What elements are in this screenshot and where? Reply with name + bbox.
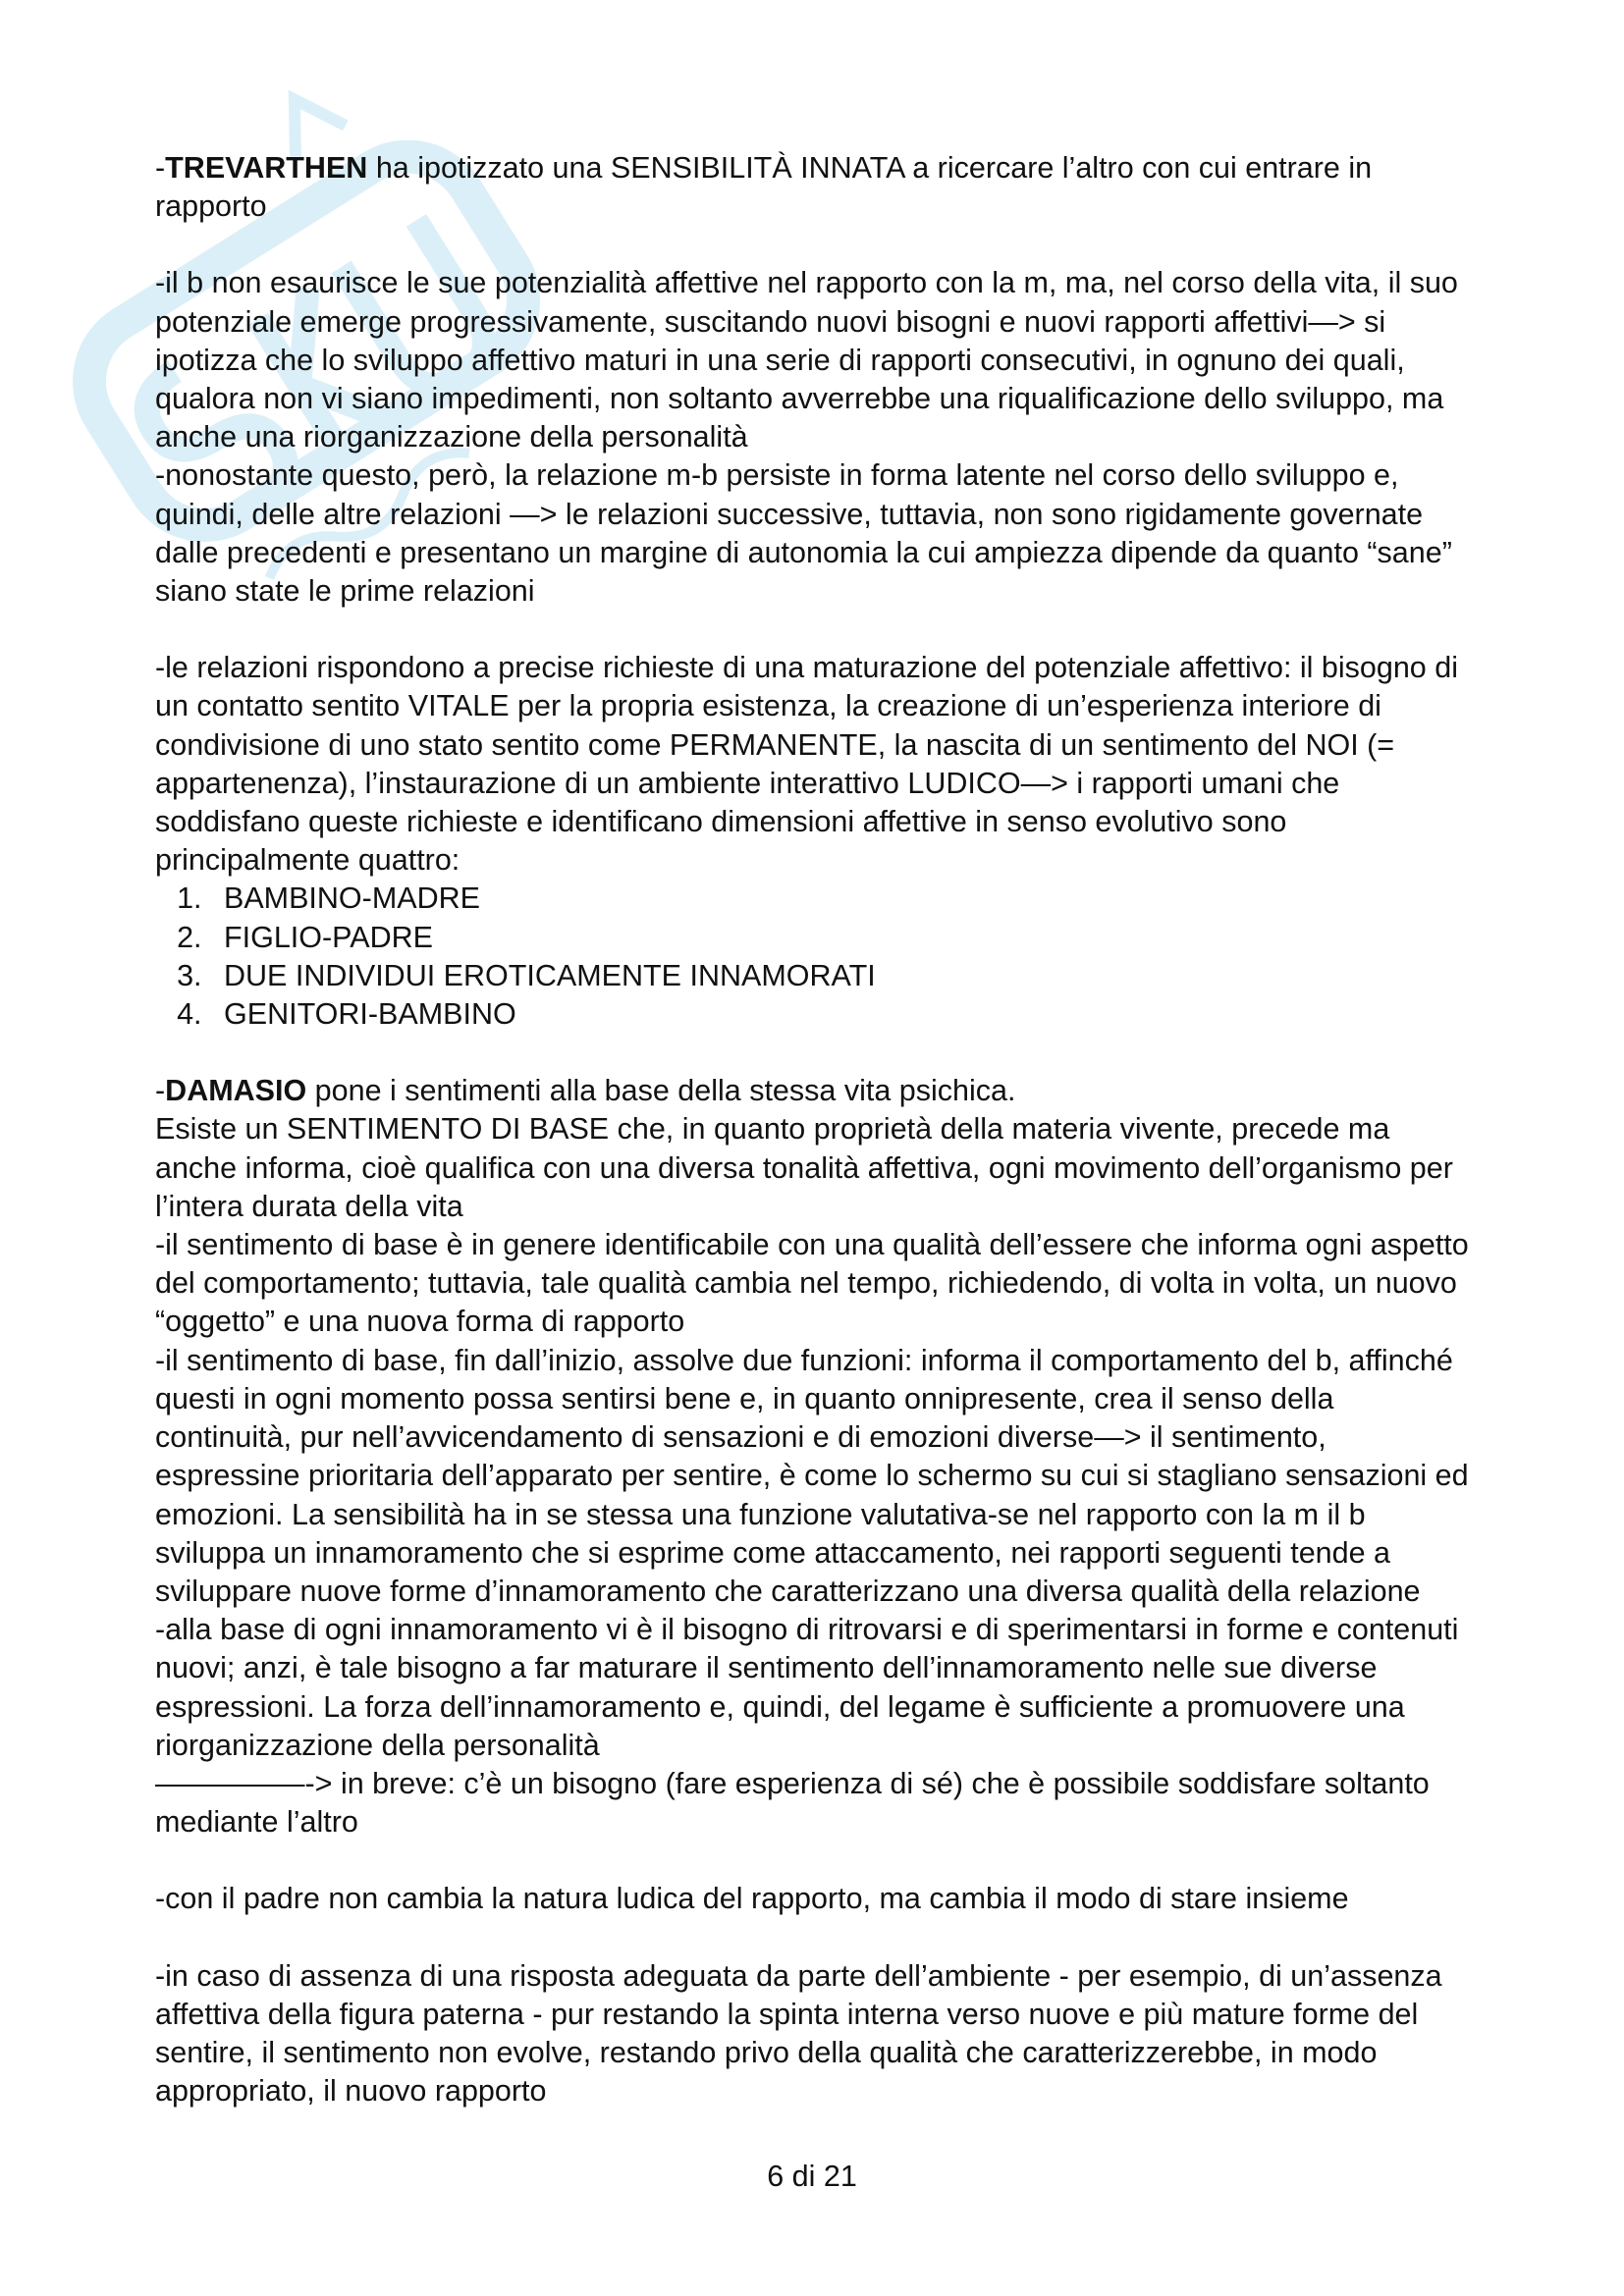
list-item: 3. DUE INDIVIDUI EROTICAMENTE INNAMORATI — [210, 957, 1471, 995]
paragraph: -il b non esaurisce le sue potenzialità affettive nel rapporto con la m, ma, nel corso della vita, il suo potenziale emerge progressivamente, suscitando nuovi bisogni e nuovi rapporti affettivi—> si ipotizza che lo sviluppo affettivo maturi in una serie di rapporti consecutivi, in ognuno dei quali, qualora non vi siano impedimenti, non soltanto avverrebbe una riqualificazione dello sviluppo, ma anche una riorganizzazione della personalità — [155, 266, 1458, 454]
paragraph: -le relazioni rispondono a precise richieste di una maturazione del potenziale affettivo: il bisogno di un contatto sentito VITALE per la propria esistenza, la creazione di un’esperienza interiore di condivisione di uno stato sentito come PERMANENTE, la nascita di un sentimento del NOI (= appartenenza), l’instaurazione di un ambiente interattivo LUDICO—> i rapporti umani che soddisfano queste richieste e identificano dimensioni affettive in senso evolutivo sono principalmente quattro: — [155, 651, 1458, 878]
paragraph: -in caso di assenza di una risposta adeguata da parte dell’ambiente - per esempio, di un’assenza affettiva della figura paterna - pur restando la spinta interna verso nuove e più mature forme del sentire, il sentimento non evolve, restando privo della qualità che caratterizzerebbe, in modo appropriato, il nuovo rapporto — [155, 1958, 1442, 2109]
paragraph: -con il padre non cambia la natura ludica del rapporto, ma cambia il modo di stare insieme — [155, 1882, 1349, 1916]
paragraph: -nonostante questo, però, la relazione m-b persiste in forma latente nel corso dello sviluppo e, quindi, delle altre relazioni —> le relazioni successive, tuttavia, non sono rigidamente governate dalle precedenti e presentano un margine di autonomia la cui ampiezza dipende da quanto “sane” siano state le prime relazioni — [155, 458, 1452, 609]
list-item: 1. BAMBINO-MADRE — [210, 880, 1471, 918]
paragraph-damasio: -DAMASIO pone i sentimenti alla base della stessa vita psichica. — [155, 1074, 1016, 1108]
list-item: 2. FIGLIO-PADRE — [210, 919, 1471, 957]
paragraph: -il sentimento di base, fin dall’inizio, assolve due funzioni: informa il comportamento del b, affinché questi in ogni momento possa sentirsi bene e, in quanto onnipresente, crea il senso della continuità, pur nell’avvicendamento di sensazioni e di emozioni diverse—> il sentimento, espressine prioritaria dell’apparato per sentire, è come lo schermo su cui si stagliano sensazioni ed emozioni. La sensibilità ha in se stessa una funzione valutativa-se nel rapporto con la m il b sviluppa un innamoramento che si esprime come attaccamento, nei rapporti seguenti tende a sviluppare nuove forme d’innamoramento che caratterizzano una diversa qualità della relazione — [155, 1343, 1469, 1608]
author-damasio: DAMASIO — [165, 1074, 307, 1108]
paragraph: -alla base di ogni innamoramento vi è il bisogno di ritrovarsi e di sperimentarsi in forme e contenuti nuovi; anzi, è tale bisogno a far maturare il sentimento dell’innamoramento nelle sue diverse espressioni. La forza dell’innamoramento e, quindi, del legame è sufficiente a promuovere una riorganizzazione della personalità — [155, 1613, 1459, 1762]
author-trevarthen: TREVARTHEN — [165, 151, 368, 185]
list-item: 4. GENITORI-BAMBINO — [210, 995, 1471, 1034]
document-body — [155, 149, 1471, 2110]
relations-list — [155, 880, 1471, 1034]
page-number: 6 di 21 — [767, 2160, 857, 2193]
paragraph: -il sentimento di base è in genere identificabile con una qualità dell’essere che informa ogni aspetto del comportamento; tuttavia, tale qualità cambia nel tempo, richiedendo, di volta in volta, un nuovo “oggetto” e una nuova forma di rapporto — [155, 1228, 1469, 1339]
paragraph-trevarthen: -TREVARTHEN ha ipotizzato una SENSIBILITÀ INNATA a ricercare l’altro con cui entrare in rapporto — [155, 151, 1373, 224]
paragraph: —————-> in breve: c’è un bisogno (fare esperienza di sé) che è possibile soddisfare soltanto mediante l’altro — [155, 1766, 1430, 1840]
paragraph: Esiste un SENTIMENTO DI BASE che, in quanto proprietà della materia vivente, precede ma anche informa, cioè qualifica con una diversa tonalità affettiva, ogni movimento dell’organismo per l’intera durata della vita — [155, 1112, 1453, 1223]
